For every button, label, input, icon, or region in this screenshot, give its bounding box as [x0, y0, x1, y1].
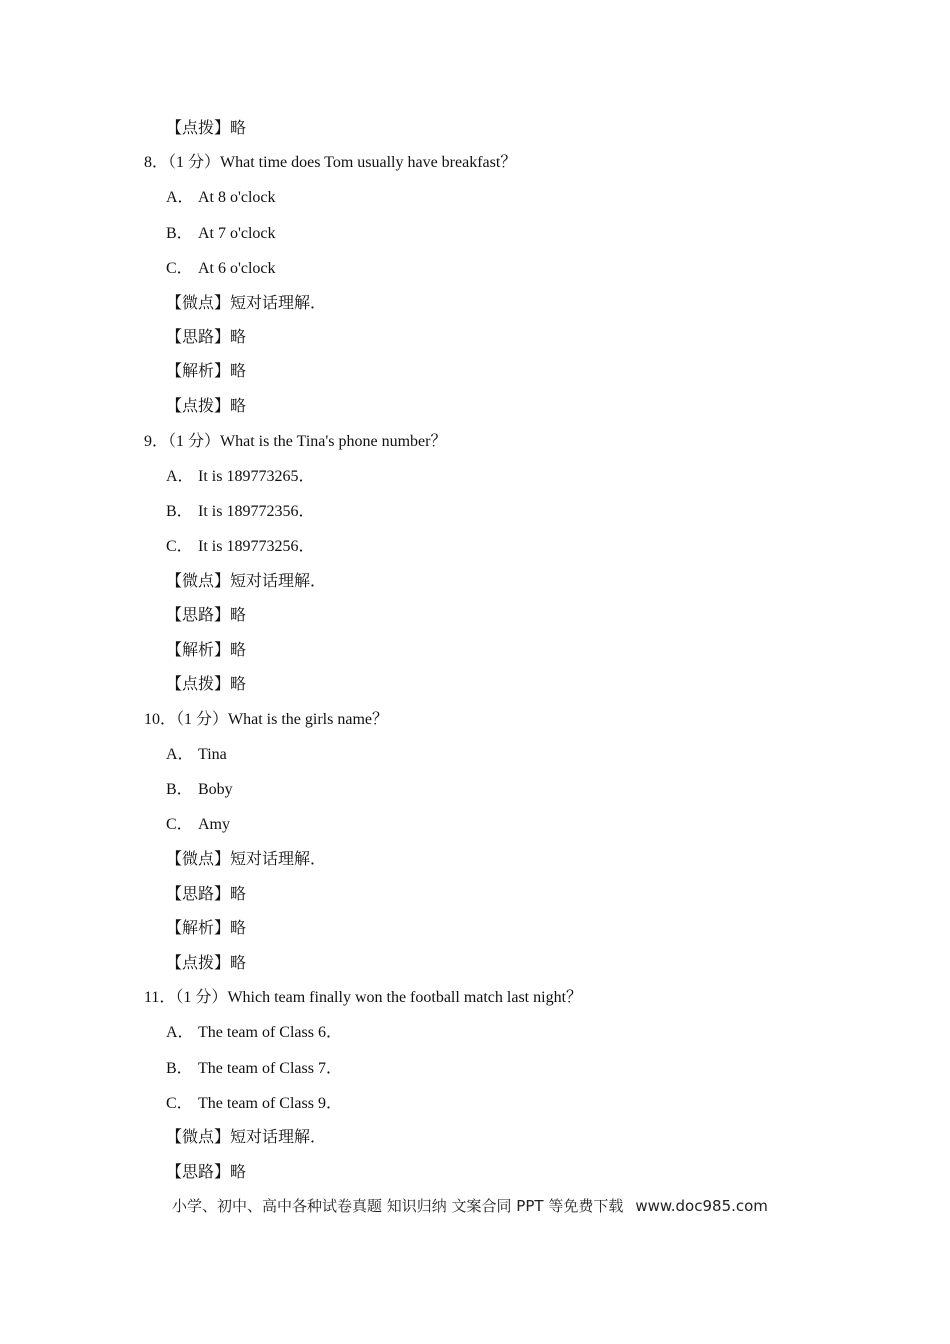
option-letter: B．	[166, 781, 193, 798]
option-text: The team of Class 9．	[198, 1095, 342, 1112]
option-a[interactable]	[166, 467, 314, 487]
option-a[interactable]	[166, 1023, 342, 1043]
footer-text: 小学、初中、高中各种试卷真题 知识归纳 文案合同 PPT 等免费下载	[172, 1197, 624, 1215]
top-note: 【点拨】略	[166, 120, 247, 137]
question-score: （1 分）	[168, 154, 221, 171]
footer-url-link[interactable]: www.doc985.com	[635, 1197, 768, 1215]
option-text: The team of Class 6．	[198, 1024, 342, 1041]
option-letter: C．	[166, 260, 193, 277]
option-a[interactable]	[166, 188, 276, 208]
option-c[interactable]	[166, 259, 276, 279]
option-text: It is 189772356．	[198, 503, 315, 520]
option-text: Amy	[198, 816, 230, 833]
option-b[interactable]	[166, 502, 314, 522]
question-text: Which team finally won the football match last night？	[227, 989, 583, 1006]
option-b[interactable]	[166, 224, 276, 244]
question-10-heading	[144, 710, 388, 730]
option-c[interactable]	[166, 1094, 342, 1114]
option-text: At 7 o'clock	[198, 225, 276, 242]
question-9-heading	[144, 432, 446, 452]
option-text: Boby	[198, 781, 233, 798]
question-text: What is the girls name？	[228, 711, 388, 728]
question-number: 8．	[144, 154, 169, 171]
option-letter: A．	[166, 746, 194, 763]
note-silu: 【思路】略	[166, 329, 247, 346]
option-text: It is 189773265．	[198, 468, 315, 485]
option-text: It is 189773256．	[198, 538, 315, 555]
question-score: （1 分）	[175, 989, 228, 1006]
note-silu: 【思路】略	[166, 607, 247, 624]
question-8-heading	[144, 153, 516, 173]
note-weidian: 【微点】短对话理解．	[166, 573, 327, 590]
note-silu: 【思路】略	[166, 1164, 247, 1181]
option-letter: B．	[166, 225, 193, 242]
option-letter: A．	[166, 468, 194, 485]
option-text: At 6 o'clock	[198, 260, 276, 277]
note-jiexi: 【解析】略	[166, 642, 247, 659]
question-number: 10．	[144, 711, 177, 728]
note-jiexi: 【解析】略	[166, 363, 247, 380]
question-number: 11．	[144, 989, 176, 1006]
option-letter: B．	[166, 503, 193, 520]
question-score: （1 分）	[176, 711, 229, 728]
option-a[interactable]	[166, 745, 227, 765]
question-score: （1 分）	[168, 433, 221, 450]
note-weidian: 【微点】短对话理解．	[166, 1129, 327, 1146]
note-silu: 【思路】略	[166, 886, 247, 903]
question-number: 9．	[144, 433, 169, 450]
option-text: At 8 o'clock	[198, 189, 276, 206]
option-letter: C．	[166, 1095, 193, 1112]
option-letter: B．	[166, 1060, 193, 1077]
option-letter: A．	[166, 189, 194, 206]
question-text: What is the Tina's phone number？	[220, 433, 447, 450]
note-dianbo: 【点拨】略	[166, 955, 247, 972]
question-11-heading	[144, 988, 582, 1008]
option-c[interactable]	[166, 537, 314, 557]
note-jiexi: 【解析】略	[166, 920, 247, 937]
note-weidian: 【微点】短对话理解．	[166, 295, 327, 312]
note-weidian: 【微点】短对话理解．	[166, 851, 327, 868]
option-text: The team of Class 7．	[198, 1060, 342, 1077]
option-c[interactable]	[166, 815, 230, 835]
note-dianbo: 【点拨】略	[166, 676, 247, 693]
option-letter: C．	[166, 816, 193, 833]
page-footer	[172, 1196, 768, 1216]
question-text: What time does Tom usually have breakfast？	[220, 154, 517, 171]
option-text: Tina	[198, 746, 227, 763]
option-b[interactable]	[166, 780, 233, 800]
option-letter: C．	[166, 538, 193, 555]
option-b[interactable]	[166, 1059, 342, 1079]
note-dianbo: 【点拨】略	[166, 398, 247, 415]
option-letter: A．	[166, 1024, 194, 1041]
